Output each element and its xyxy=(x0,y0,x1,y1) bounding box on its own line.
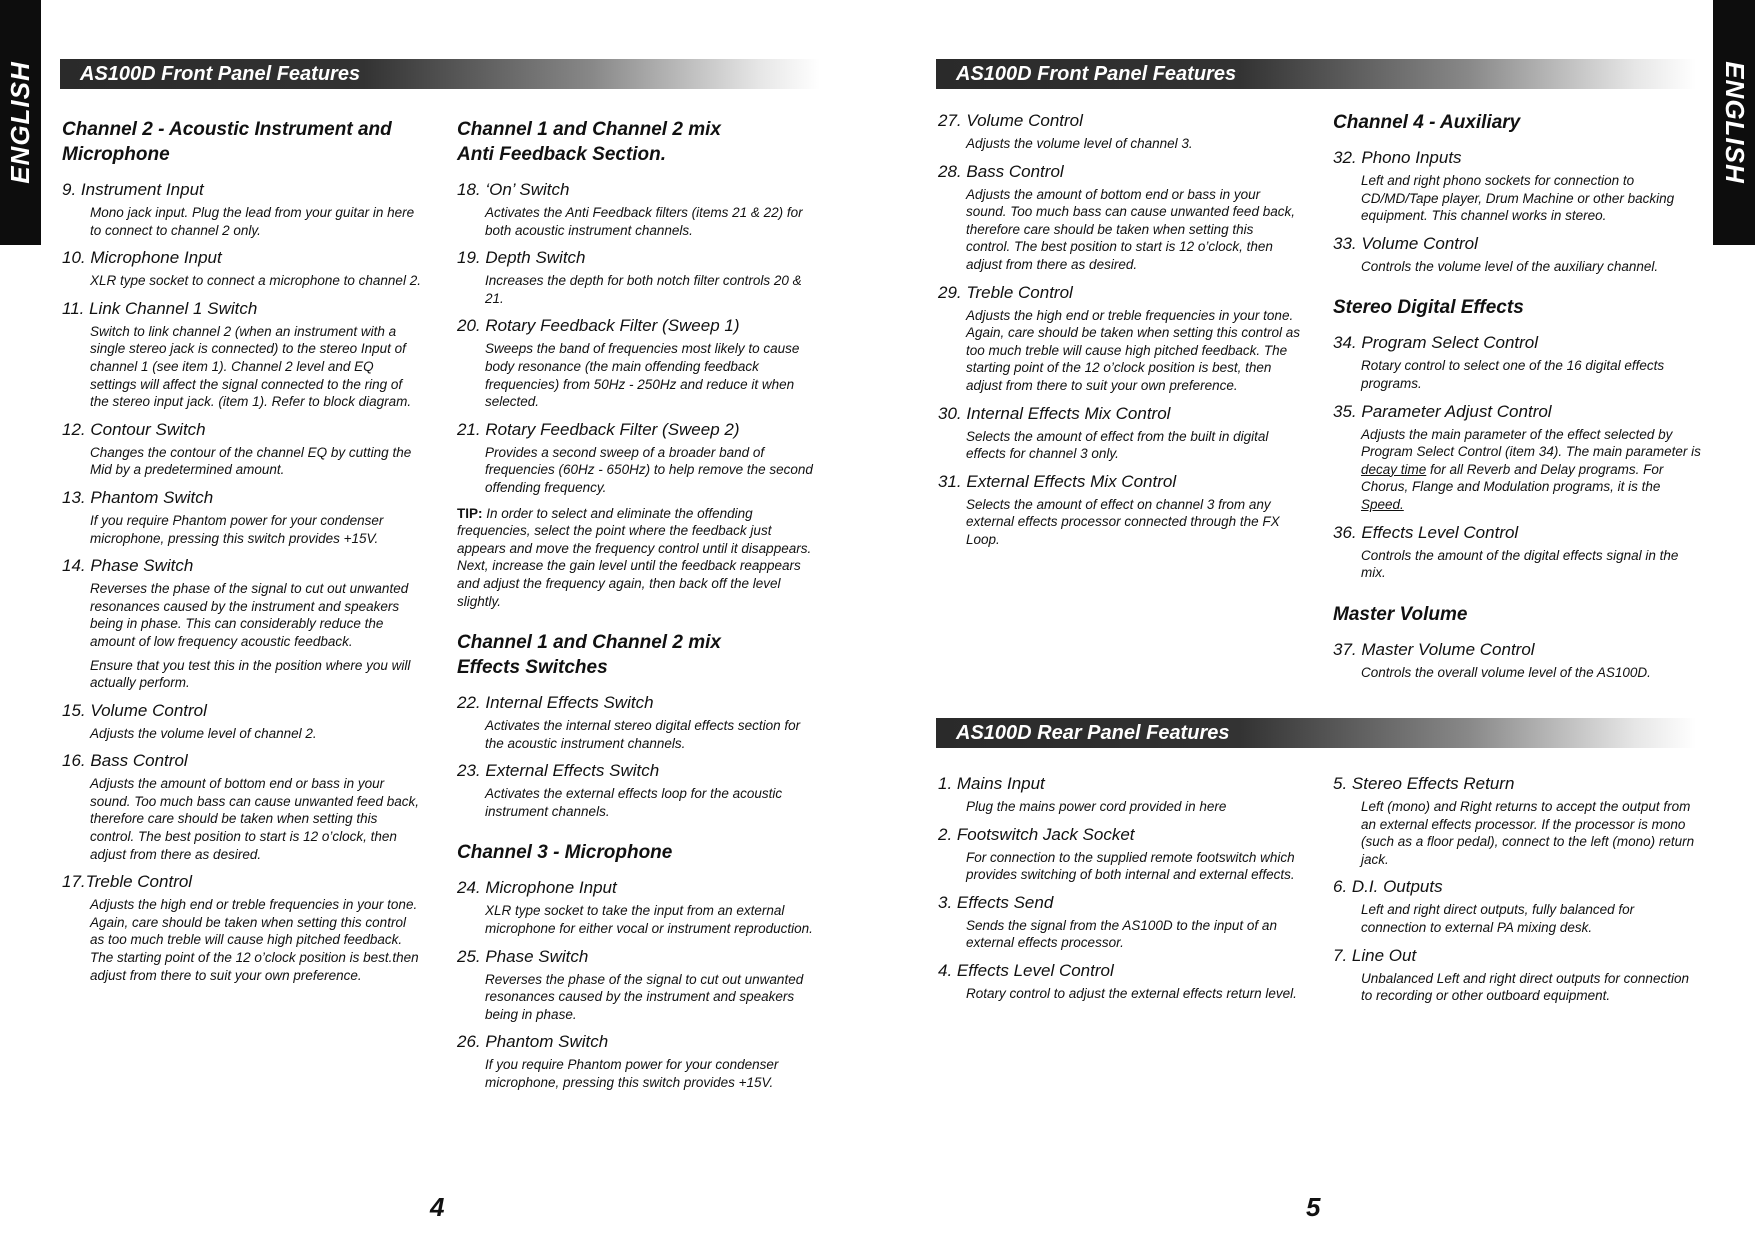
feature-item-title: 29. Treble Control xyxy=(938,282,1073,302)
feature-item xyxy=(62,487,422,547)
tip-text: In order to select and eliminate the offending frequencies, select the point where the feedback just appears and move the frequency control until it disappears. Next, increase the gain level until the feedback reappears and adjust the frequency again, then back off the level slightly. xyxy=(457,505,812,609)
column-channel-4-effects xyxy=(1333,110,1703,689)
feature-item xyxy=(62,700,422,743)
feature-item-description: Controls the amount of the digital effects signal in the mix. xyxy=(1361,547,1679,581)
speed-term: Speed. xyxy=(1361,496,1404,512)
feature-item xyxy=(457,877,817,937)
feature-item-title: 4. Effects Level Control xyxy=(938,960,1114,980)
feature-item xyxy=(457,692,817,752)
feature-item-description: Activates the Anti Feedback filters (items 21 & 22) for both acoustic instrument channels. xyxy=(485,205,803,238)
feature-item-title: 20. Rotary Feedback Filter (Sweep 1) xyxy=(457,316,740,336)
feature-item-title: 34. Program Select Control xyxy=(1333,333,1539,353)
feature-item xyxy=(62,555,422,692)
feature-item xyxy=(62,750,422,863)
feature-item xyxy=(457,247,817,307)
feature-item xyxy=(938,773,1300,816)
feature-item-description: For connection to the supplied remote footswitch which provides switching of both internal and external effects. xyxy=(966,849,1295,883)
feature-item-description: If you require Phantom power for your condenser microphone, pressing this switch provides +15V. xyxy=(485,1057,779,1091)
feature-item-description: Adjusts the high end or treble frequencies in your tone. Again, care should be taken when setting this control as too much treble will cause high pitched feedback. The starting point of the 12 o’clock position is best, then adjust from there to suit your own preference. xyxy=(966,307,1300,393)
feature-item-description: Reverses the phase of the signal to cut out unwanted resonances caused by the instrument and speakers being in phase. xyxy=(485,971,804,1022)
language-tab-left xyxy=(0,0,41,245)
feature-item-description: Sweeps the band of frequencies most likely to cause body resonance (the main offending feedback frequencies) from 50Hz - 250Hz and reduce it when selected. xyxy=(485,341,800,410)
feature-item xyxy=(457,419,817,497)
feature-item xyxy=(938,161,1300,274)
feature-item-description: Unbalanced Left and right direct outputs for connection to recording or other outboard equipment. xyxy=(1361,970,1689,1004)
section-title-stereo-digital-effects: Stereo Digital Effects xyxy=(1333,297,1524,319)
feature-item xyxy=(457,315,817,410)
feature-item-title: 1. Mains Input xyxy=(938,774,1045,793)
decay-time-term: decay time xyxy=(1361,461,1427,477)
feature-item xyxy=(938,892,1300,952)
feature-item-title: 37. Master Volume Control xyxy=(1333,639,1535,659)
feature-item-note: Ensure that you test this in the position where you will actually perform. xyxy=(90,657,411,691)
feature-item xyxy=(938,282,1300,395)
feature-item-description: Changes the contour of the channel EQ by cutting the Mid by a predetermined amount. xyxy=(90,444,412,478)
feature-item xyxy=(938,110,1300,153)
section-title-anti-feedback: Channel 1 and Channel 2 mix Anti Feedback Section. xyxy=(457,119,721,165)
column-rear-panel-left xyxy=(938,773,1300,1011)
feature-item-title: 6. D.I. Outputs xyxy=(1333,877,1443,897)
feature-item xyxy=(1333,147,1703,225)
feature-item-title: 33. Volume Control xyxy=(1333,233,1478,253)
feature-item xyxy=(62,871,422,984)
feature-item-title: 17.Treble Control xyxy=(62,872,193,892)
feature-item xyxy=(62,179,422,239)
feature-item-description: Left and right phono sockets for connection to CD/MD/Tape player, Drum Machine or other backing equipment. This channel works in stereo. xyxy=(1361,173,1675,224)
feature-item xyxy=(1333,332,1703,392)
column-channel-3-controls xyxy=(938,110,1300,557)
language-tab-label: ENGLISH xyxy=(5,61,36,184)
feature-item xyxy=(938,471,1300,549)
feature-item-title: 36. Effects Level Control xyxy=(1333,522,1519,542)
feature-item xyxy=(1333,401,1703,514)
feature-item-title: 15. Volume Control xyxy=(62,700,207,720)
feature-item xyxy=(62,247,422,290)
feature-item-description: Left (mono) and Right returns to accept the output from an external effects processor. If the processor is mono (such as a floor pedal), connect to the left (mono) return jack. xyxy=(1361,799,1695,867)
feature-item-description: Controls the overall volume level of the AS100D. xyxy=(1361,664,1651,680)
page-number-left: 4 xyxy=(430,1192,445,1222)
feature-item-title: 27. Volume Control xyxy=(938,111,1083,130)
feature-item-description: If you require Phantom power for your condenser microphone, pressing this switch provides +15V. xyxy=(90,512,384,546)
feature-item-title: 26. Phantom Switch xyxy=(457,1032,609,1052)
feature-item-title: 14. Phase Switch xyxy=(62,556,194,576)
feature-item xyxy=(1333,773,1703,868)
feature-item xyxy=(1333,522,1703,582)
feature-item-description: Provides a second sweep of a broader band of frequencies (60Hz - 650Hz) to help remove the second offending frequency. xyxy=(485,444,813,495)
feature-item-description: XLR type socket to take the input from an external microphone for either vocal or instrument reproduction. xyxy=(485,903,813,937)
feature-item-description: XLR type socket to connect a microphone to channel 2. xyxy=(90,273,421,289)
feature-item xyxy=(1333,945,1703,1005)
section-title-channel-4: Channel 4 - Auxiliary xyxy=(1333,112,1521,133)
feature-item xyxy=(457,179,817,239)
feature-item-description: Rotary control to select one of the 16 digital effects programs. xyxy=(1361,358,1665,391)
feature-item xyxy=(938,403,1300,463)
feature-item xyxy=(62,419,422,479)
feature-item-description: Selects the amount of effect on channel 3 from any external effects processor connected through the FX Loop. xyxy=(966,496,1280,547)
feature-item-description: Reverses the phase of the signal to cut out unwanted resonances caused by the instrument and speakers being in phase. This can considerably reduce the amount of low frequency acoustic feedback. xyxy=(90,581,409,649)
feature-item-description: Sends the signal from the AS100D to the input of an external effects processor. xyxy=(966,917,1277,951)
feature-item-title: 10. Microphone Input xyxy=(62,248,222,268)
feature-item xyxy=(1333,233,1703,276)
feature-item-title: 16. Bass Control xyxy=(62,751,188,771)
feature-item-description: Selects the amount of effect from the built in digital effects for channel 3 only. xyxy=(966,428,1269,462)
feature-item-title: 13. Phantom Switch xyxy=(62,487,214,507)
feature-item-description: Left and right direct outputs, fully balanced for connection to external PA mixing desk. xyxy=(1361,902,1635,935)
front-panel-banner-left: AS100D Front Panel Features xyxy=(60,59,820,89)
feature-item-title: 32. Phono Inputs xyxy=(1333,148,1462,167)
feature-item xyxy=(62,298,422,411)
section-title-channel-3: Channel 3 - Microphone xyxy=(457,842,673,864)
feature-item-description: Activates the external effects loop for the acoustic instrument channels. xyxy=(485,786,783,819)
language-tab-right xyxy=(1713,0,1755,245)
feature-item-title: 19. Depth Switch xyxy=(457,248,586,268)
feature-item-title: 9. Instrument Input xyxy=(62,180,204,199)
feature-item-title: 21. Rotary Feedback Filter (Sweep 2) xyxy=(457,419,740,439)
feature-item-title: 35. Parameter Adjust Control xyxy=(1333,401,1552,421)
feature-item-description: Adjusts the main parameter of the effect selected by Program Select Control (item 34). The main parameter is decay time for all Reverb and Delay programs. For Chorus, Flange and Modulation programs, it is the Speed. xyxy=(1361,426,1701,512)
feature-item-title: 22. Internal Effects Switch xyxy=(457,693,654,713)
feature-item-description: Activates the internal stereo digital effects section for the acoustic instrument channels. xyxy=(485,718,801,751)
feature-item xyxy=(457,760,817,820)
column-channel-1-2-mix xyxy=(457,117,817,1100)
feature-item-title: 5. Stereo Effects Return xyxy=(1333,774,1515,793)
feature-item xyxy=(938,960,1300,1003)
feature-item-description: Plug the mains power cord provided in here xyxy=(966,799,1227,814)
page-number-right: 5 xyxy=(1306,1192,1321,1222)
feature-item-title: 11. Link Channel 1 Switch xyxy=(62,298,258,318)
feature-item-description: Mono jack input. Plug the lead from your guitar in here to connect to channel 2 only. xyxy=(90,205,415,238)
feature-item-title: 2. Footswitch Jack Socket xyxy=(938,824,1135,844)
feature-item-title: 12. Contour Switch xyxy=(62,419,206,439)
column-channel-2 xyxy=(62,117,422,992)
feature-item-description: Adjusts the volume level of channel 2. xyxy=(90,725,317,741)
feature-item-title: 23. External Effects Switch xyxy=(457,761,660,781)
feature-item-description: Adjusts the volume level of channel 3. xyxy=(966,136,1193,151)
feature-item-title: 24. Microphone Input xyxy=(457,878,617,898)
rear-panel-banner: AS100D Rear Panel Features xyxy=(936,718,1696,748)
feature-item-description: Increases the depth for both notch filter controls 20 & 21. xyxy=(485,273,802,306)
feature-item-title: 31. External Effects Mix Control xyxy=(938,471,1177,491)
feature-item-description: Switch to link channel 2 (when an instrument with a single stereo jack is connected) to the stereo Input of channel 1 (see item 1). Channel 2 level and EQ settings will affect the signal connected to the ring of the stereo input jack. (item 1). Refer to block diagram. xyxy=(90,323,412,410)
feature-item-description: Rotary control to adjust the external effects return level. xyxy=(966,985,1297,1001)
front-panel-banner-right: AS100D Front Panel Features xyxy=(936,59,1696,89)
column-rear-panel-right xyxy=(1333,773,1703,1013)
feature-item-title: 18. ‘On’ Switch xyxy=(457,180,570,199)
feature-item-description: Adjusts the high end or treble frequencies in your tone. Again, care should be taken when setting this control as too much treble will cause high pitched feedback. The starting point of the 12 o’clock position is best.then adjust from there to suit your own preference. xyxy=(90,897,419,983)
language-tab-label: ENGLISH xyxy=(1719,61,1750,184)
section-title-channel-2: Channel 2 - Acoustic Instrument and Microphone xyxy=(62,119,392,165)
feature-item-description: Adjusts the amount of bottom end or bass in your sound. Too much bass can cause unwanted feed back, therefore care should be taken when setting this control. The best position to start is 12 o’clock, then adjust from there as desired. xyxy=(90,776,419,862)
feature-item-title: 7. Line Out xyxy=(1333,945,1417,965)
feature-item-title: 30. Internal Effects Mix Control xyxy=(938,403,1171,423)
feature-item xyxy=(457,946,817,1024)
tip-paragraph xyxy=(457,505,817,611)
section-title-master-volume: Master Volume xyxy=(1333,603,1468,625)
feature-item-title: 28. Bass Control xyxy=(938,161,1064,181)
tip-label: TIP: xyxy=(457,505,483,521)
feature-item xyxy=(938,824,1300,884)
section-title-effects-switches: Channel 1 and Channel 2 mix Effects Switches xyxy=(457,632,721,679)
feature-item-title: 3. Effects Send xyxy=(938,892,1054,912)
feature-item xyxy=(457,1031,817,1091)
feature-item-description: Controls the volume level of the auxiliary channel. xyxy=(1361,258,1659,274)
feature-item xyxy=(1333,639,1703,682)
feature-item xyxy=(1333,876,1703,936)
feature-item-description: Adjusts the amount of bottom end or bass in your sound. Too much bass can cause unwanted feed back, therefore care should be taken when setting this control. The best position to start is 12 o’clock, then adjust from there as desired. xyxy=(966,186,1295,272)
feature-item-title: 25. Phase Switch xyxy=(457,946,589,966)
